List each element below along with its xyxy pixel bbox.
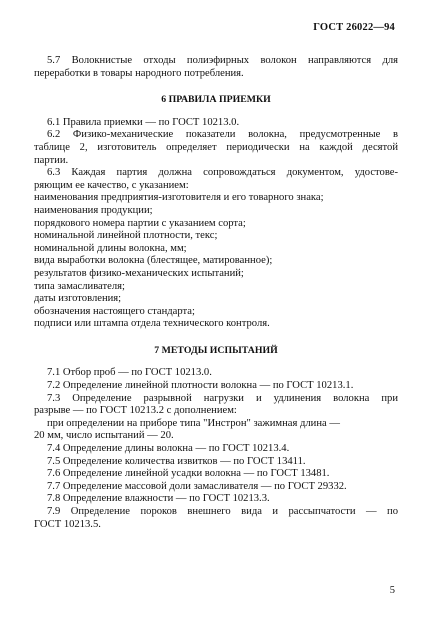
document-body	[34, 55, 398, 531]
para-7-3-line4: 20 мм, число испытаний — 20.	[34, 430, 174, 442]
para-6-1: 6.1 Правила приемки — по ГОСТ 10213.0.	[47, 116, 240, 128]
section-7-title: 7 МЕТОДЫ ИСПЫТАНИЙ	[154, 344, 278, 356]
list-item: вида выработки волокна (блестящее, матированное);	[34, 255, 273, 267]
list-item: результатов физико-механических испытаний;	[34, 267, 244, 279]
list-item: порядкового номера партии с указанием сорта;	[34, 217, 246, 229]
para-7-3-line3: при определении на приборе типа "Инстрон" зажимная длина —	[47, 417, 340, 429]
para-6-3-line1: 6.3 Каждая партия должна сопровождаться документом, удостове-	[47, 167, 398, 179]
para-7-5: 7.5 Определение количества извитков — по ГОСТ 13411.	[47, 455, 306, 467]
para-7-9-line2: ГОСТ 10213.5.	[34, 518, 101, 530]
para-7-8: 7.8 Определение влажности — по ГОСТ 10213.3.	[47, 493, 270, 505]
para-6-2-line2: таблице 2, изготовитель определяет периодически на каждой десятой	[34, 141, 398, 153]
para-7-1: 7.1 Отбор проб — по ГОСТ 10213.0.	[47, 367, 212, 379]
list-item: номинальной линейной плотности, текс;	[34, 230, 218, 242]
para-7-4: 7.4 Определение длины волокна — по ГОСТ 10213.4.	[47, 443, 290, 455]
list-item: наименования продукции;	[34, 204, 153, 216]
list-item: наименования предприятия-изготовителя и его товарного знака;	[34, 192, 324, 204]
para-7-7: 7.7 Определение массовой доли замасливателя — по ГОСТ 29332.	[47, 480, 347, 492]
para-6-2-line1: 6.2 Физико-механические показатели волокна, предусмотренные в	[47, 129, 398, 141]
standard-header: ГОСТ 26022—94	[313, 22, 395, 33]
para-7-6: 7.6 Определение линейной усадки волокна — по ГОСТ 13481.	[47, 468, 330, 480]
para-5-7-line1: 5.7 Волокнистые отходы полиэфирных волокон направляются для	[47, 55, 398, 66]
para-6-2-line3: партии.	[34, 154, 69, 166]
list-item: подписи или штампа отдела технического контроля.	[34, 318, 270, 330]
para-7-9-line1: 7.9 Определение пороков внешнего вида и рассыпчатости — по	[47, 506, 398, 517]
list-item: номинальной длины волокна, мм;	[34, 242, 187, 254]
list-item: типа замасливателя;	[34, 280, 125, 292]
para-7-2: 7.2 Определение линейной плотности волокна — по ГОСТ 10213.1.	[47, 380, 354, 392]
page-number: 5	[389, 585, 395, 596]
list-item: обозначения настоящего стандарта;	[34, 305, 195, 317]
document-attributes-list	[34, 192, 398, 331]
para-7-3-line1: 7.3 Определение разрывной нагрузки и удлинения волокна при	[47, 392, 398, 404]
para-7-3-line2: разрыве — по ГОСТ 10213.2 с дополнением:	[34, 405, 237, 417]
section-6-title: 6 ПРАВИЛА ПРИЕМКИ	[161, 94, 271, 106]
para-6-3-line2: ряющим ее качество, с указанием:	[34, 179, 189, 191]
para-5-7-line2: переработки в товары народного потребления.	[34, 67, 244, 79]
list-item: даты изготовления;	[34, 293, 122, 305]
